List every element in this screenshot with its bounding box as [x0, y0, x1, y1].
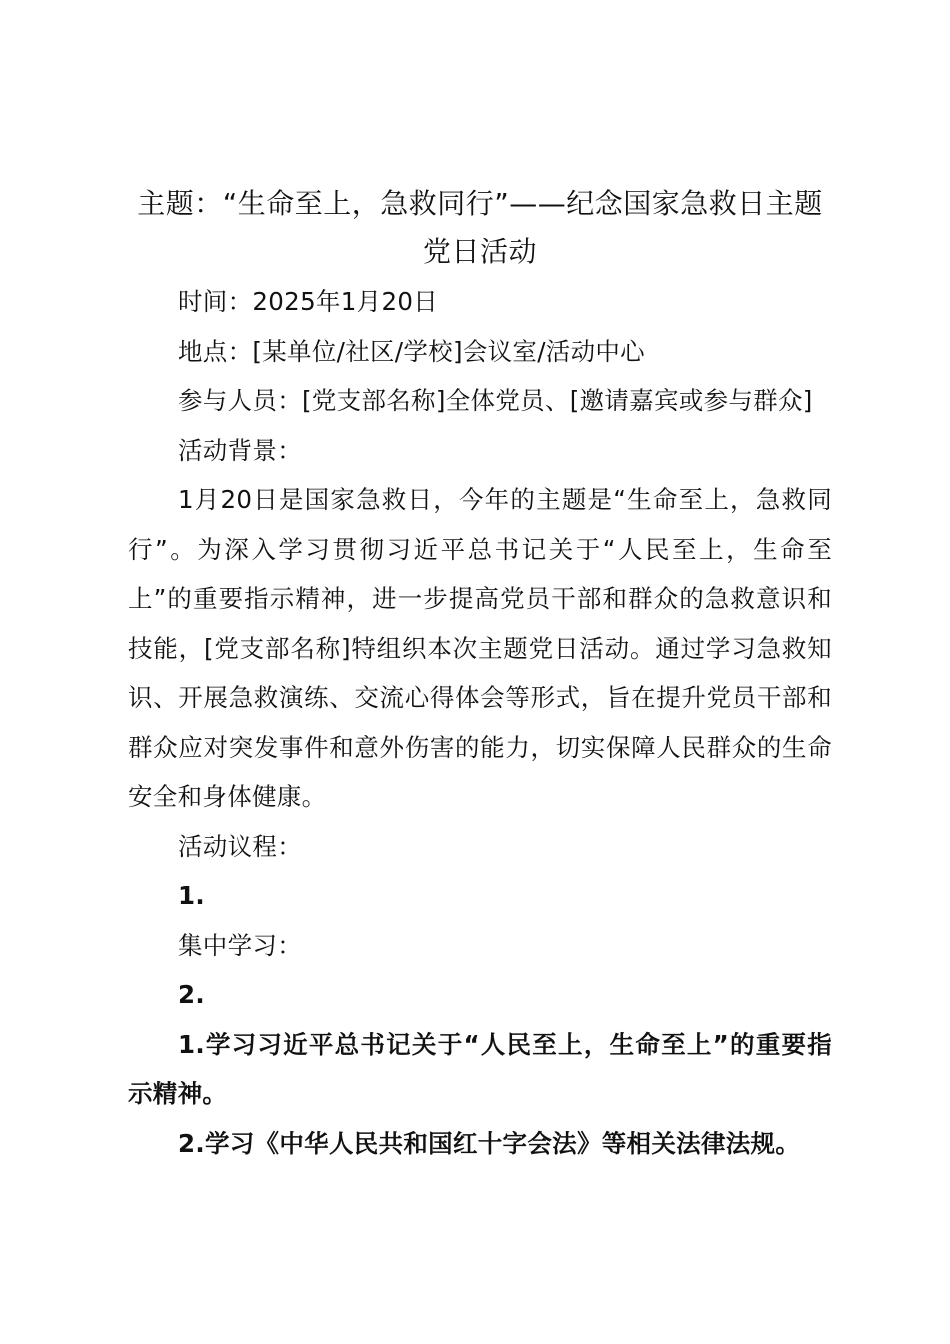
centralized-study-heading: 集中学习： — [178, 930, 302, 960]
study-point-2: 2.学习《中华人民共和国红十字会法》等相关法律法规。 — [178, 1128, 801, 1158]
document-title: 主题：“生命至上，急救同行”——纪念国家急救日主题党日活动 — [137, 187, 823, 268]
time-line: 时间：2025年1月20日 — [178, 287, 439, 316]
background-paragraph: 1月20日是国家急救日，今年的主题是“生命至上，急救同行”。为深入学习贯彻习近平总书记关于“人民至上，生命至上”的重要指示精神，进一步提高党员干部和群众的急救意识和技能，[党支部名称]特组织本次主题党日活动。通过学习急救知识、开展急救演练、交流心得体会等形式，旨在提升党员干部和群众应对突发事件和意外伤害的能力，切实保障人民群众的生命安全和身体健康。 — [128, 485, 832, 811]
background-heading: 活动背景： — [178, 435, 302, 465]
agenda-item-2: 2. — [178, 980, 205, 1009]
study-point-1: 1.学习习近平总书记关于“人民至上，生命至上”的重要指示精神。 — [128, 1029, 832, 1108]
agenda-item-1: 1. — [178, 881, 205, 910]
location-line: 地点：[某单位/社区/学校]会议室/活动中心 — [178, 336, 645, 366]
agenda-heading: 活动议程： — [178, 831, 302, 861]
document-page — [128, 180, 832, 1168]
participants-line: 参与人员：[党支部名称]全体党员、[邀请嘉宾或参与群众] — [178, 386, 813, 415]
